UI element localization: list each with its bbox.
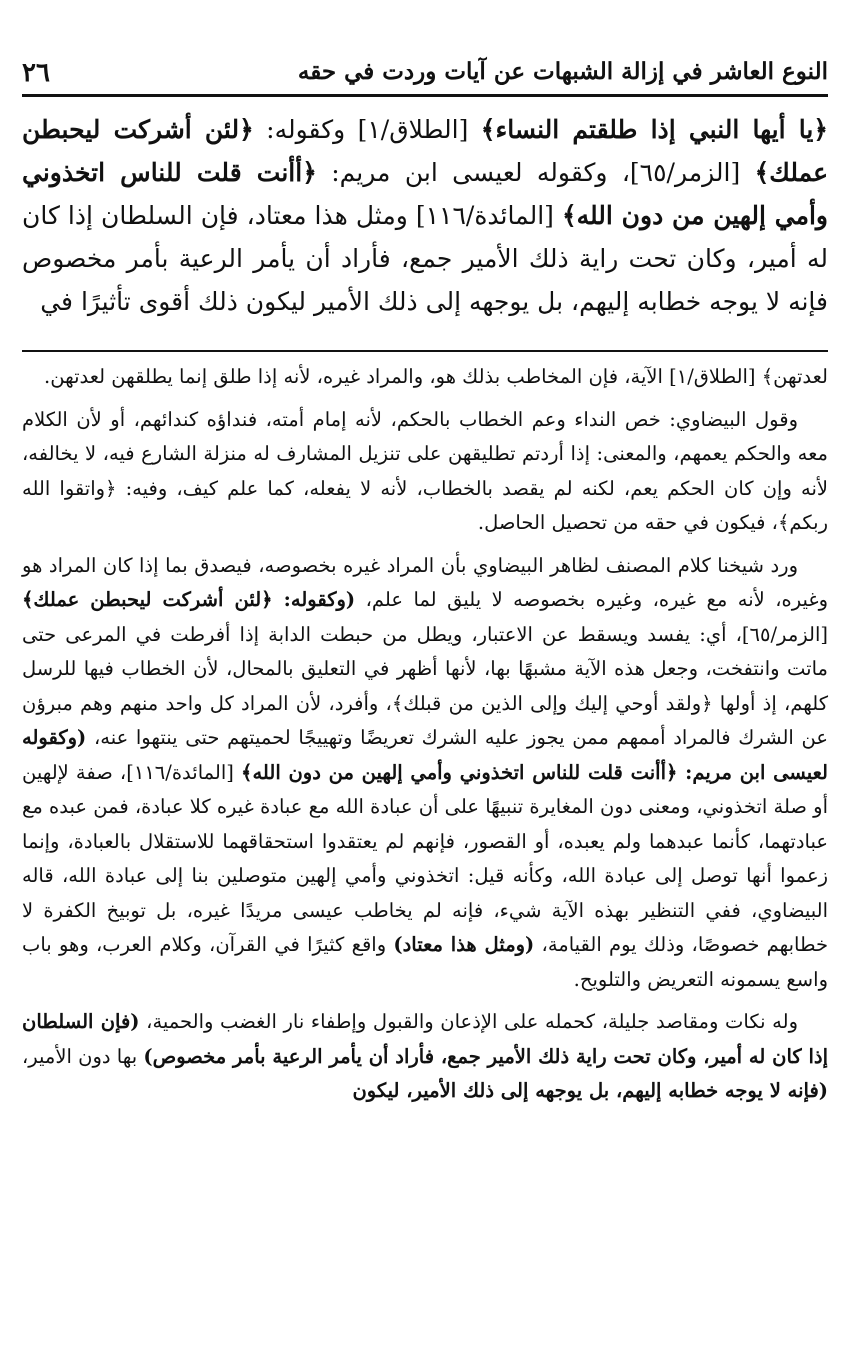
footnote-segment: لعدتهن﴾ [الطلاق/١] الآية، فإن المخاطب بذلك هو، والمراد غيره، لأنه إذا طلق إنما يطلقهن لعدتهن.	[44, 365, 828, 388]
main-segment: ﴿لئن أشركت ليحبطن عملك﴾	[22, 115, 828, 187]
footnote-separator	[22, 350, 828, 352]
page-header	[22, 48, 828, 97]
footnotes	[22, 360, 828, 1109]
main-paragraph	[22, 108, 828, 323]
footnote-segment: [المائدة/١١٦]، صفة لإلهين أو صلة اتخذوني، ومعنى دون المغايرة تنبيهًا على أن عبادة الله مع عبادة غيره كلا عبادة، فمن عبده مع عبادتهما، كأنما عبدهما ولم يعبده، أو القصور، فإنهم لم يعتقدوا استحقاقهما للاستقلال بالعبادة، وإنما زعموا أنها توصل إلى عبادة الله، وكأنه قيل: اتخذوني وأمي إلهين متوصلين بنا إلى عبادة الله، قاله البيضاوي، ففي التنظير بهذه الآية شيء، فإنه لم يخاطب عيسى مريدًا غيره، بل توبيخ الكفرة لا خطابهم خصوصًا، وذلك يوم القيامة،	[22, 760, 829, 956]
footnote-paragraph	[22, 360, 828, 395]
main-text	[22, 108, 828, 323]
footnote-segment: ورد شيخنا كلام المصنف لظاهر البيضاوي بأن المراد غيره بخصوصه، فيصدق بما إذا كان المراد هو وغيره، لأنه مع غيره، وغيره بخصوصه لا يليق لما علم،	[22, 553, 828, 611]
main-segment: ﴿أأنت قلت للناس اتخذوني وأمي إلهين من دون الله﴾	[22, 158, 828, 230]
footnote-segment: (وكقوله لعيسى ابن مريم: ﴿أأنت قلت للناس اتخذوني وأمي إلهين من دون الله﴾	[22, 726, 828, 784]
footnote-segment: (فإن السلطان إذا كان له أمير، وكان تحت راية ذلك الأمير جمع، فأراد أن يأمر الرعية بأمر مخصوص)	[22, 1010, 829, 1068]
main-segment: ﴿يا أيها النبي إذا طلقتم النساء﴾	[480, 115, 828, 144]
footnote-paragraph	[22, 1005, 828, 1109]
main-segment: [المائدة/١١٦] ومثل هذا معتاد، فإن السلطان إذا كان له أمير، وكان تحت راية ذلك الأمير جمع، فأراد أن يأمر الرعية بأمر مخصوص فإنه لا يوجه خطابه إليهم، بل يوجهه إلى ذلك الأمير ليكون ذلك أقوى تأثيرًا في	[22, 201, 828, 316]
footnote-segment: (وكقوله: ﴿لئن أشركت ليحبطن عملك﴾	[22, 588, 356, 611]
footnote-segment: بها دون الأمير،	[22, 1044, 144, 1068]
running-title: النوع العاشر في إزالة الشبهات عن آيات وردت في حقه	[297, 58, 828, 85]
footnote-segment: واقع كثيرًا في القرآن، وكلام العرب، وهو باب واسع يسمونه التعريض والتلويح.	[22, 933, 828, 991]
main-segment: [الطلاق/١] وكقوله:	[253, 115, 481, 144]
footnote-segment: [الزمر/٦٥]، أي: يفسد ويسقط عن الاعتبار، ويطل من حبطت الدابة إذا أفرطت في المرعى حتى ماتت وانتفخت، وجعل هذه الآية مشبهًا بها، لأنها أظهر في التعليق بالمحال، لأن الخطاب فيها للرسل كلهم، إذ أولها ﴿ولقد أوحي إليك وإلى الذين من قبلك﴾، وأفرد، لأن المراد كل واحد منهم وهم مبرؤن عن الشرك فالمراد أممهم ممن يجوز عليه الشرك تعريضًا وتهييجًا لحميتهم حتى ينتهوا عنه،	[22, 622, 828, 749]
page-number: ٢٦	[22, 58, 50, 88]
footnote-segment: (ومثل هذا معتاد)	[393, 933, 535, 956]
footnote-paragraph	[22, 403, 828, 541]
footnote-segment: وقول البيضاوي: خص النداء وعم الخطاب بالحكم، لأنه إمام أمته، فنداؤه كندائهم، أو لأن الكلام معه والحكم يعمهم، والمعنى: إذا أردتم تطليقهن على تنزيل المشارف له منزلة الشارع فيه، لا يخالفه، لأنه وإن كان الحكم يعم، لكنه لم يقصد بالخطاب، لأنه لا يفعله، كما علم كيف، وفيه: ﴿واتقوا الله ربكم﴾، فيكون في حقه من تحصيل الحاصل.	[22, 407, 828, 534]
footnote-paragraph	[22, 549, 828, 998]
main-segment: [الزمر/٦٥]، وكقوله لعيسى ابن مريم:	[316, 158, 755, 187]
footnote-segment: (فإنه لا يوجه خطابه إليهم، بل يوجهه إلى ذلك الأمير، ليكون	[352, 1079, 828, 1102]
footnote-segment: وله نكات ومقاصد جليلة، كحمله على الإذعان والقبول وإطفاء نار الغضب والحمية،	[139, 1010, 798, 1033]
